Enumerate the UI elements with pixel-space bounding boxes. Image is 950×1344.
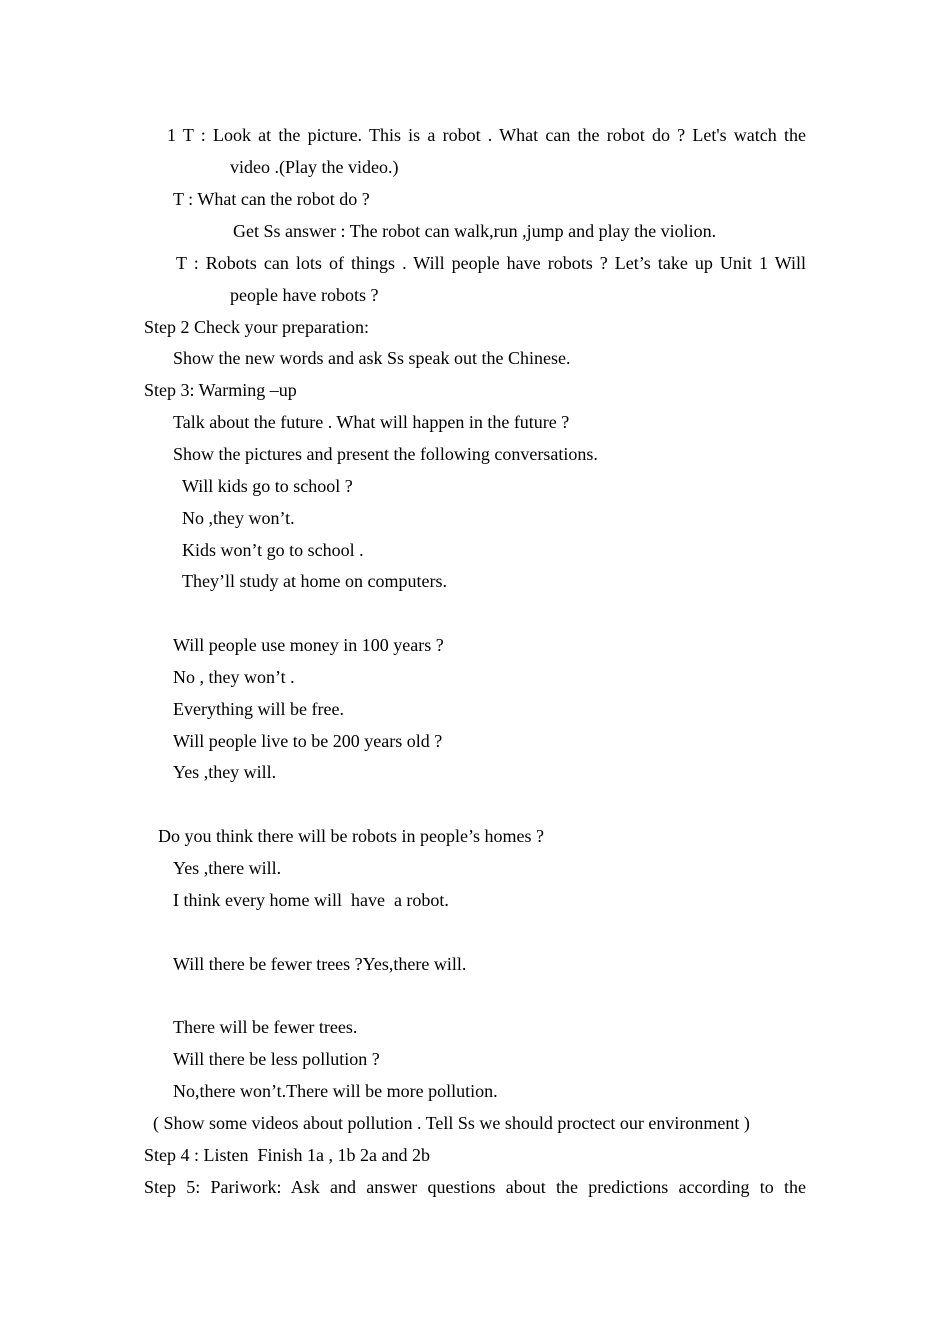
text-line: Will people live to be 200 years old ? bbox=[173, 731, 443, 751]
text-line: No , they won’t . bbox=[173, 667, 295, 687]
step-heading: Step 3: Warming –up bbox=[144, 380, 297, 400]
text-line: There will be fewer trees. bbox=[173, 1017, 358, 1037]
text-line: I think every home will have a robot. bbox=[173, 890, 449, 910]
text-line: Do you think there will be robots in people’s homes ? bbox=[158, 826, 544, 846]
text-line: Yes ,there will. bbox=[173, 858, 282, 878]
text-line: Talk about the future . What will happen in the future ? bbox=[173, 412, 570, 432]
text-line: No ,they won’t. bbox=[182, 508, 295, 528]
text-line: people have robots ? bbox=[230, 285, 379, 305]
text-line: 1 T : Look at the picture. This is a robot . What can the robot do ? Let's watch the bbox=[167, 125, 806, 145]
text-line: T : What can the robot do ? bbox=[173, 189, 370, 209]
text-line: ( Show some videos about pollution . Tell Ss we should proctect our environment ) bbox=[153, 1113, 750, 1133]
text-line: Everything will be free. bbox=[173, 699, 344, 719]
text-line: T : Robots can lots of things . Will people have robots ? Let’s take up Unit 1 Will bbox=[176, 253, 806, 273]
step-heading: Step 5: Pariwork: Ask and answer questions about the predictions according to the bbox=[144, 1177, 806, 1197]
text-line: They’ll study at home on computers. bbox=[182, 571, 447, 591]
step-heading: Step 4 : Listen Finish 1a , 1b 2a and 2b bbox=[144, 1145, 430, 1165]
text-line: Show the pictures and present the following conversations. bbox=[173, 444, 598, 464]
step-heading: Step 2 Check your preparation: bbox=[144, 317, 369, 337]
text-line: Get Ss answer : The robot can walk,run ,jump and play the violion. bbox=[233, 221, 717, 241]
text-line: Show the new words and ask Ss speak out the Chinese. bbox=[173, 348, 571, 368]
text-line: Will people use money in 100 years ? bbox=[173, 635, 444, 655]
text-line: Will there be fewer trees ?Yes,there will. bbox=[173, 954, 467, 974]
text-line: Will kids go to school ? bbox=[182, 476, 353, 496]
text-line: Will there be less pollution ? bbox=[173, 1049, 380, 1069]
text-line: Yes ,they will. bbox=[173, 762, 277, 782]
text-line: video .(Play the video.) bbox=[230, 157, 399, 177]
text-line: No,there won’t.There will be more pollution. bbox=[173, 1081, 498, 1101]
text-line: Kids won’t go to school . bbox=[182, 540, 364, 560]
